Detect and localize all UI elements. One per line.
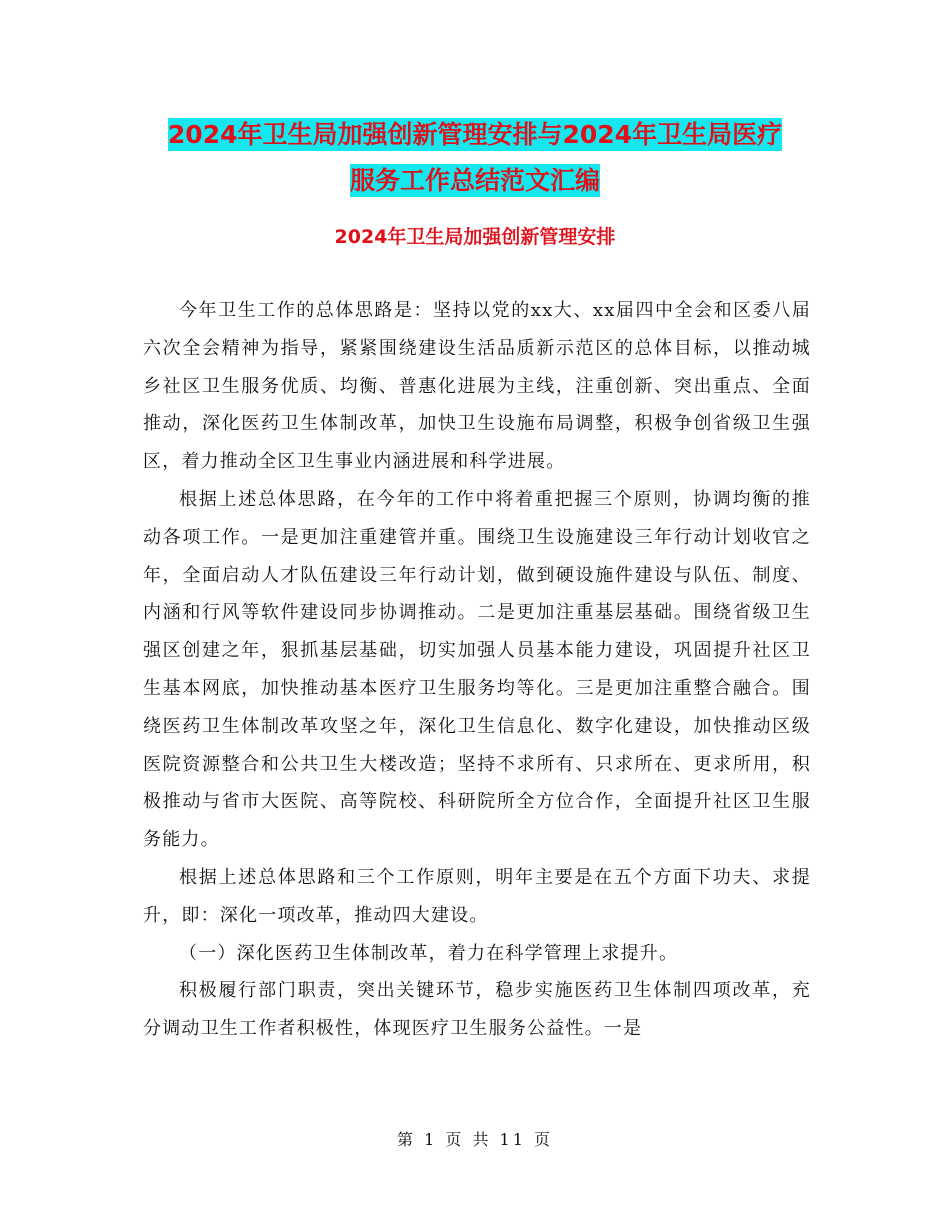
paragraph: 今年卫生工作的总体思路是：坚持以党的xx大、xx届四中全会和区委八届六次全会精神为指导，紧紧围绕建设生活品质新示范区的总体目标，以推动城乡社区卫生服务优质、均衡、普惠化进展为主线，注重创新、突出重点、全面推动，深化医药卫生体制改革，加快卫生设施布局调整，积极争创省级卫生强区，着力推动全区卫生事业内涵进展和科学进展。 bbox=[143, 300, 811, 473]
title-line-2: 服务工作总结范文汇编 bbox=[349, 166, 600, 195]
paragraph: 根据上述总体思路，在今年的工作中将着重把握三个原则，协调均衡的推动各项工作。一是更加注重建管并重。围绕卫生设施建设三年行动计划收官之年，全面启动人才队伍建设三年行动计划，做到硬设施件建设与队伍、制度、内涵和行风等软件建设同步协调推动。二是更加注重基层基础。围绕省级卫生强区创建之年，狠抓基层基础，切实加强人员基本能力建设，巩固提升社区卫生基本网底，加快推动基本医疗卫生服务均等化。三是更加注重整合融合。围绕医药卫生体制改革攻坚之年，深化卫生信息化、数字化建设，加快推动区级医院资源整合和公共卫生大楼改造；坚持不求所有、只求所在、更求所用，积极推动与省市大医院、高等院校、科研院所全方位合作，全面提升社区卫生服务能力。 bbox=[143, 488, 811, 851]
paragraph: 积极履行部门职责，突出关键环节，稳步实施医药卫生体制四项改革，充分调动卫生工作者积极性，体现医疗卫生服务公益性。一是 bbox=[143, 980, 811, 1040]
section-title: 2024年卫生局加强创新管理安排 bbox=[334, 226, 616, 248]
title-line-1: 2024年卫生局加强创新管理安排与2024年卫生局医疗 bbox=[167, 120, 783, 149]
paragraph: 根据上述总体思路和三个工作原则，明年主要是在五个方面下功夫、求提升，即：深化一项改革，推动四大建设。 bbox=[143, 866, 811, 926]
document-title bbox=[140, 112, 810, 204]
page-number-footer: 第 1 页 共 11 页 bbox=[397, 1130, 553, 1149]
subsection-heading: （一）深化医药卫生体制改革，着力在科学管理上求提升。 bbox=[179, 942, 679, 964]
document-body bbox=[143, 292, 811, 1048]
